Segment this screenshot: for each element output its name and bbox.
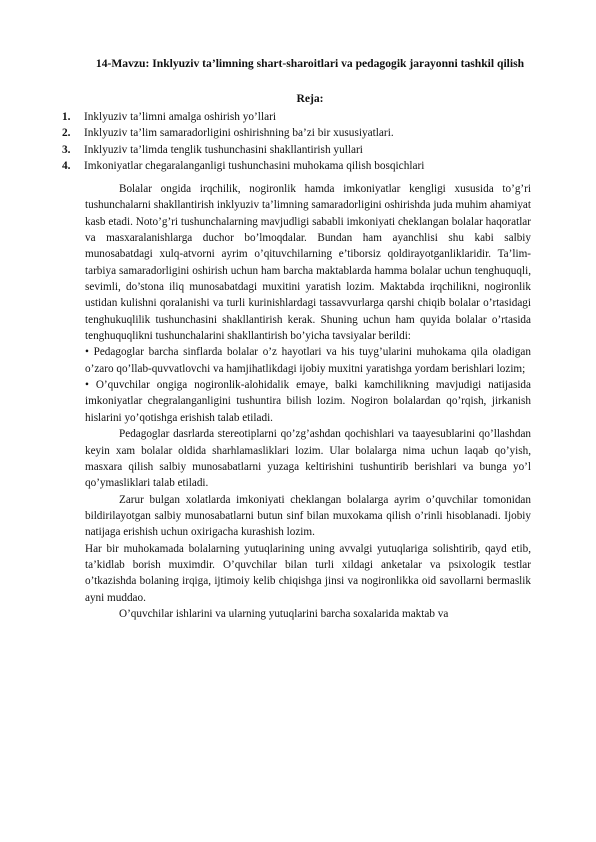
page-title: 14-Mavzu: Inklyuziv ta’limning shart-sharoitlari va pedagogik jarayonni tashkil qilish [95, 57, 525, 70]
paragraph: Bolalar ongida irqchilik, nogironlik hamda imkoniyatlar kengligi xususida to’g’ri tushunchalarni shakllantirish inklyuziv ta’limning samaradorligini oshirishda juda muhim ahamiyat kasb etadi. Noto’g’ri tushunchalarning mavjudligi sababli imkoniyati cheklangan bolalar haqoratlar va masxaralanishlarga duchor bo’lmoqdalar. Bundan ham ayanchlisi shu kabi salbiy munosabatdagi xulq-atvorni ayrim o’qituvchilarning e’tiborsiz qoldirayotganliklaridir. Ta’lim-tarbiya samaradorligini oshirish uchun ham barcha maktablarda hamma bolalar uchun tenghuquqli, sevimli, do’stona iliq munosabatdagi muxitini yaratish lozim. Maktabda irqchilikni, nogironlik ustidan kulishni qoralanishi va turli kurinishlardagi tassavvurlarga qarshi chiqib bolalar o’rtasidagi tenghukuqlilik tushunchasini shakllantirish kerak. Shuning uchun ham quyida bolalar o’rtasida tenghuquqlikni tushunchalarini shakllantirish bo’yicha tavsiyalar berildi: [85, 183, 531, 343]
paragraph: Zarur bulgan xolatlarda imkoniyati cheklangan bolalarga ayrim o’quvchilar tomonidan bildirilayotgan salbiy munosabatlarni butun sinf bilan muxokama qilish o’rinli hisoblanadi. Ijobiy natijaga erishish uchun oxirigacha kurashish lozim. [85, 493, 531, 539]
paragraph: O’quvchilar ishlarini va ularning yutuqlarini barcha soxalarida maktab va [119, 607, 449, 620]
bullet-paragraph: • O’quvchilar ongiga nogironlik-alohidalik emaye, balki kamchilikning mavjudigi natijasida imkoniyatlar chegralanganligini tushuntira bilish lozim. Nogiron bolalardan qo’rqish, jirkanish hislarini yo’qotishga erishish talab etiladi. [85, 379, 531, 424]
list-item [62, 109, 542, 125]
paragraph: Pedagoglar dasrlarda stereotiplarni qo’zg’ashdan qochishlari va taayesublarini qo’llashdan keyin xam bolalar oldida sharhlamasliklari lozim. Ular bolalarga nima uchun laqab qo’yish, masxara qilish salbiy munosabatlarni yuzaga keltirishini tushuntirib berishlari va bunga yo’l qo’ymasliklari talab etiladi. [85, 428, 531, 490]
body-text [85, 181, 531, 622]
list-item [62, 125, 542, 141]
list-item-number: 4. [62, 160, 71, 173]
list-item-text: Inklyuziv ta’lim samaradorligini oshirishning ba’zi bir xususiyatlari. [84, 127, 394, 140]
list-item-text: Imkoniyatlar chegaralanganligi tushunchasini muhokama qilish bosqichlari [84, 160, 425, 173]
plan-list [62, 109, 542, 175]
paragraph: Har bir muhokamada bolalarning yutuqlarining uning avvalgi yutuqlariga solishtirib, qayd etib, ta’kidlab borish muximdir. O’quvchilar bilan turli xildagi anketalar va psixologik testlar o’tkazishda bolaning irqiga, ijtimoiy kelib chiqishga jinsi va nogironlikka oid savollarni bermaslik ayni muddao. [85, 542, 531, 604]
list-item-number: 1. [62, 111, 71, 123]
bullet-paragraph: • Pedagoglar barcha sinflarda bolalar o’z hayotlari va his tuyg’ularini muhokama qila oladigan o’zaro qo’llab-quvvatlovchi va hamjihatlikdagi ijobiy muxitni yaratishga yordam berishlari lozim; [85, 346, 531, 375]
list-item-number: 3. [62, 143, 71, 156]
list-item-number: 2. [62, 127, 71, 140]
list-item-text: Inklyuziv ta’limni amalga oshirish yo’llari [84, 111, 277, 123]
list-item [62, 158, 542, 174]
plan-heading: Reja: [296, 92, 324, 105]
list-item [62, 142, 542, 158]
list-item-text: Inklyuziv ta’limda tenglik tushunchasini shakllantirish yullari [84, 143, 363, 156]
